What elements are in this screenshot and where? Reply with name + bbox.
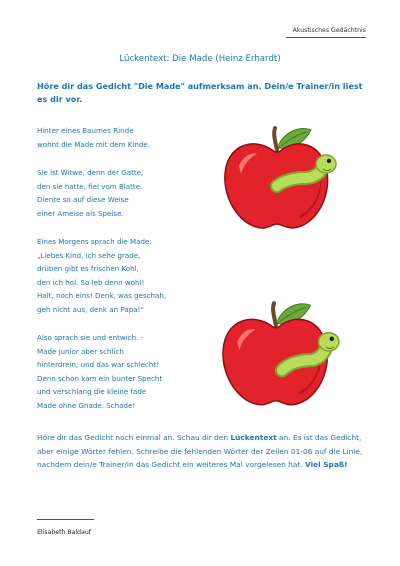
poem-stanza-1	[37, 124, 227, 151]
poem-line: „Liebes Kind, ich sehe grade,	[37, 250, 141, 260]
header-rule	[286, 37, 366, 38]
author-name: Elisabeth Baldauf	[37, 529, 91, 536]
poem-line: Denn schon kam ein bunter Specht	[37, 373, 163, 383]
poem-stanza-2	[37, 166, 227, 220]
poem-stanza-3	[37, 235, 227, 316]
poem-line: wohnt die Made mit dem Kinde.	[37, 139, 151, 149]
poem-line: hinterdrein; und das war schlecht!	[37, 360, 159, 369]
poem-line: den sie hatte, fiel vom Blatte.	[37, 181, 143, 191]
poem-line: drüben gibt es frischen Kohl,	[37, 264, 139, 273]
closing-text: an. Es ist das Gedicht, aber einige Wörter fehlen. Schreibe die fehlenden Wörter der Zeilen 01-06 auf die Linie, nachdem dein/e Trainer/in das Gedicht ein weiteres Mal vorgelesen hat.	[37, 433, 363, 469]
poem-line: den ich hol. So leb denn wohl!	[37, 277, 145, 287]
page-title: Lückentext: Die Made (Heinz Erhardt)	[119, 54, 281, 64]
closing-instructions	[37, 431, 367, 472]
intro-instructions: Höre dir das Gedicht "Die Made" aufmerksam an. Dein/e Trainer/in liest es dir vor.	[37, 81, 363, 104]
closing-bold-wish: Viel Spaß!	[304, 460, 348, 469]
poem-line: Made junior aber schlich	[37, 346, 124, 356]
apple-with-worm-icon	[215, 122, 345, 232]
poem-line: Eines Morgens sprach die Made:	[37, 237, 152, 246]
poem-line: Sie ist Witwe, denn der Gatte,	[37, 168, 144, 177]
footer-rule	[37, 519, 94, 520]
poem-line: Hinter eines Baumes Rinde	[37, 126, 134, 135]
closing-text: Höre dir das Gedicht noch einmal an. Schau dir den	[37, 433, 231, 442]
poem-line: Made ohne Gnade. Schade!	[37, 400, 136, 410]
poem-line: Diente so auf diese Weise	[37, 195, 129, 204]
closing-bold-keyword: Lückentext	[230, 433, 277, 442]
poem-line: Halt, noch eins! Denk, was geschah,	[37, 291, 167, 300]
poem-line: und verschlang die kleine fade	[37, 387, 147, 396]
poem-line: einer Ameise als Speise.	[37, 208, 124, 218]
header-label: Akustisches Gedächtnis	[292, 27, 366, 34]
poem-line: geh nicht aus, denk an Papa!“	[37, 304, 145, 314]
poem-stanza-4	[37, 331, 227, 412]
apple-with-worm-icon	[213, 296, 345, 410]
poem-line: Also sprach sie und entwich. -	[37, 333, 144, 342]
